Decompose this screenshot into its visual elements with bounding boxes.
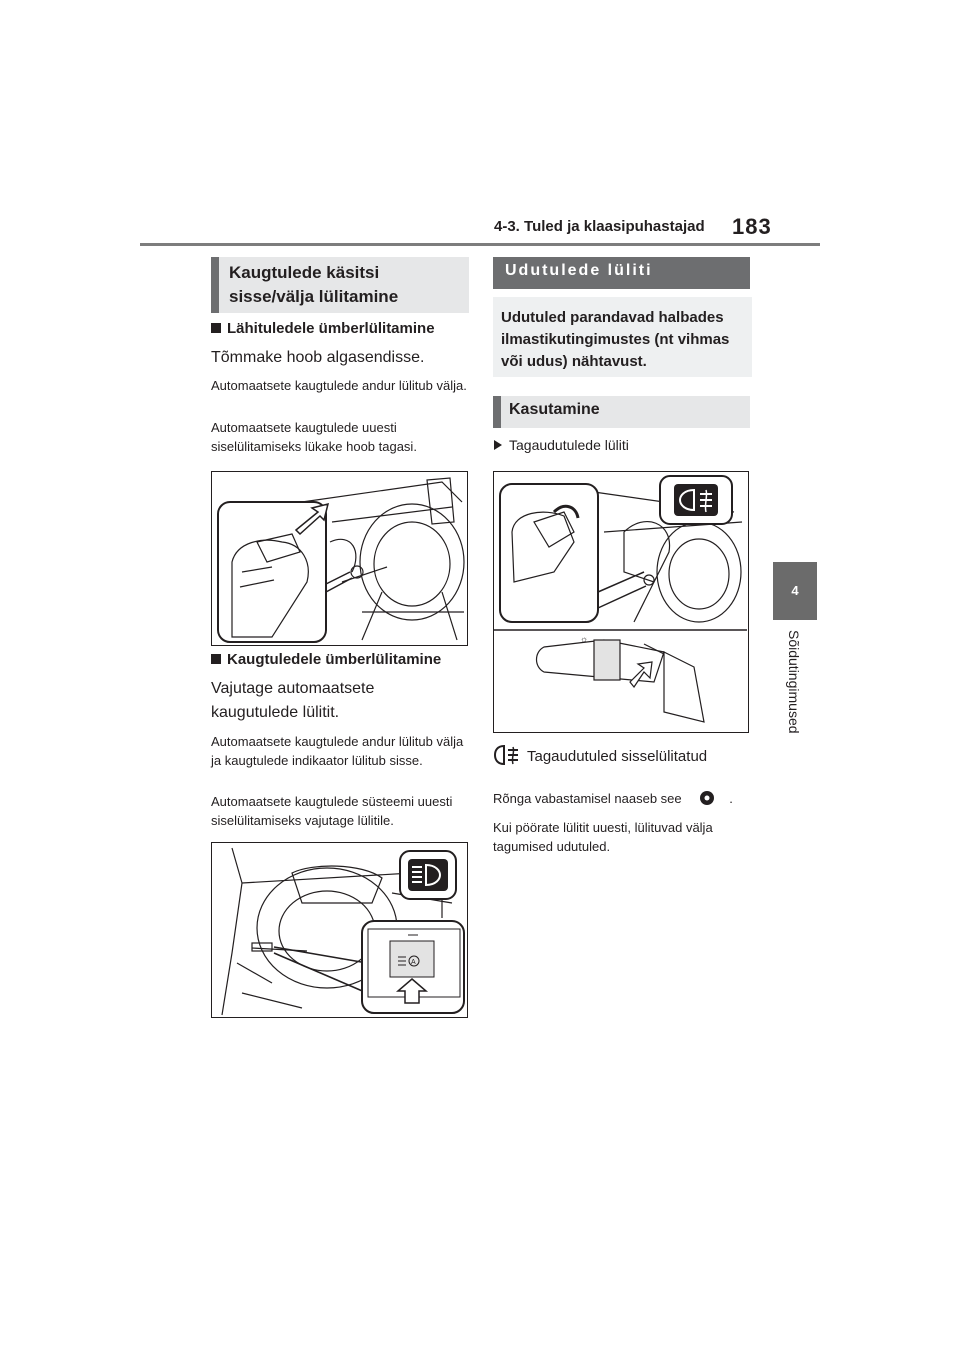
rear-fog-light-icon	[493, 744, 521, 766]
note-ring-release	[493, 788, 753, 808]
fog-switch-illustration	[494, 472, 747, 731]
intro-fog-lights: Udutuled parandavad halbades ilmastikutingimustes (nt vihmas või udus) nähtavust.	[493, 297, 752, 377]
bullet-rear-fog-switch	[493, 437, 629, 453]
page-number: 183	[732, 214, 772, 239]
note-low-beam-2: Automaatsete kaugtulede uuesti siselülitamiseks lükake hoob tagasi.	[211, 420, 417, 454]
subheading-low-beam	[211, 320, 435, 337]
section-title-manual-high-beam	[211, 257, 469, 313]
note-ring-release-text: Rõnga vabastamisel naaseb see	[493, 791, 682, 806]
chapter-label: Sõidutingimused	[786, 630, 802, 734]
high-beam-button-illustration	[212, 843, 466, 1016]
fog-switch-position-icon	[687, 788, 727, 808]
subheading-high-beam-text: Kaugtuledele ümberlülitamine	[227, 651, 442, 668]
header-section-title: 4-3. Tuled ja klaasipuhastajad	[494, 218, 705, 235]
indicator-rear-fog-on	[493, 744, 707, 766]
note-high-beam-1: Automaatsete kaugtulede andur lülitub välja ja kaugtulede indikaator lülitub sisse.	[211, 734, 464, 768]
figure-lever-pull	[211, 471, 468, 646]
svg-text:☼: ☼	[580, 634, 589, 644]
subheading-low-beam-text: Lähituledele ümberlülitamine	[227, 320, 435, 337]
section-title-line-1: Kaugtulede käsitsi	[229, 263, 380, 282]
note-high-beam-2: Automaatsete kaugtulede süsteemi uuesti siselülitamiseks vajutage lülitile.	[211, 794, 453, 828]
instruction-low-beam: Tõmmake hoob algasendisse.	[211, 349, 425, 366]
figure-high-beam-button	[211, 842, 468, 1018]
chapter-tab	[773, 562, 817, 620]
note-low-beam-1: Automaatsete kaugtulede andur lülitub välja.	[211, 378, 467, 393]
square-bullet-icon	[211, 654, 221, 664]
chapter-number: 4	[791, 583, 799, 598]
note-ring-release-end: .	[729, 791, 733, 806]
instruction-high-beam: Vajutage automaatsete kaugutulede lülitit.	[211, 680, 375, 721]
lever-pull-illustration	[212, 472, 466, 644]
figure-fog-switch	[493, 471, 749, 733]
subheading-high-beam	[211, 651, 441, 668]
section-title-line-2: sisse/välja lülitamine	[229, 287, 399, 306]
section-title-fog-lights: Udutulede lüliti	[493, 257, 750, 289]
header-divider	[140, 243, 820, 246]
triangle-bullet-icon	[493, 439, 503, 451]
square-bullet-icon	[211, 323, 221, 333]
svg-text:A: A	[411, 959, 416, 966]
indicator-rear-fog-text: Tagaudutuled sisselülitatud	[527, 748, 708, 765]
note-turn-again: Kui pöörate lülitit uuesti, lülituvad välja tagumised udutuled.	[493, 820, 713, 854]
subsection-title-usage: Kasutamine	[493, 396, 750, 428]
bullet-rear-fog-switch-text: Tagaudutulede lüliti	[509, 437, 629, 453]
